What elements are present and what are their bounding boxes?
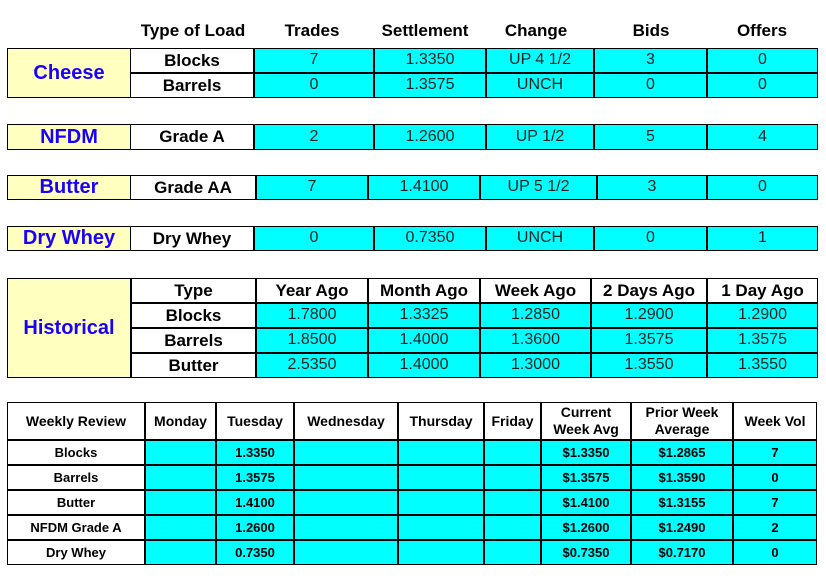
weekly-value-cell bbox=[398, 440, 484, 465]
historical-value-cell: 1.2900 bbox=[591, 303, 707, 328]
weekly-value-cell bbox=[294, 540, 398, 565]
header-trades: Trades bbox=[284, 21, 340, 41]
weekly-value-cell: 1.4100 bbox=[216, 490, 294, 515]
weekly-value-cell: $1.2490 bbox=[631, 515, 733, 540]
weekly-value-cell: $1.2865 bbox=[631, 440, 733, 465]
header-bids: Bids bbox=[632, 21, 670, 41]
whey-title: Dry Whey bbox=[7, 226, 131, 251]
cheese-bids-cell: 3 bbox=[594, 48, 707, 73]
weekly-header: Current Week Avg bbox=[541, 402, 631, 440]
historical-value-cell: 1.4000 bbox=[368, 328, 480, 353]
weekly-value-cell bbox=[294, 440, 398, 465]
cheese-offers-cell: 0 bbox=[707, 48, 818, 73]
weekly-value-cell: 7 bbox=[733, 490, 817, 515]
weekly-value-cell bbox=[145, 515, 216, 540]
weekly-value-cell: $1.3590 bbox=[631, 465, 733, 490]
historical-value-cell: 1.2850 bbox=[480, 303, 591, 328]
weekly-header: Wednesday bbox=[294, 402, 398, 440]
weekly-header: Friday bbox=[484, 402, 541, 440]
historical-header: Year Ago bbox=[256, 278, 368, 303]
weekly-value-cell: 7 bbox=[733, 440, 817, 465]
nfdm-title: NFDM bbox=[7, 124, 131, 150]
cheese-trades-cell: 0 bbox=[254, 73, 374, 98]
historical-row-label: Butter bbox=[131, 353, 256, 378]
whey-change-cell: UNCH bbox=[486, 226, 594, 251]
cheese-offers-cell: 0 bbox=[707, 73, 818, 98]
historical-value-cell: 1.7800 bbox=[256, 303, 368, 328]
weekly-value-cell: 0.7350 bbox=[216, 540, 294, 565]
weekly-value-cell: 1.2600 bbox=[216, 515, 294, 540]
butter-settlement-cell: 1.4100 bbox=[368, 175, 480, 200]
weekly-header: Prior Week Average bbox=[631, 402, 733, 440]
weekly-value-cell: 2 bbox=[733, 515, 817, 540]
nfdm-offers-cell: 4 bbox=[707, 124, 818, 150]
historical-value-cell: 1.3600 bbox=[480, 328, 591, 353]
weekly-value-cell bbox=[484, 465, 541, 490]
historical-value-cell: 1.3325 bbox=[368, 303, 480, 328]
whey-trades-cell: 0 bbox=[254, 226, 374, 251]
weekly-value-cell bbox=[484, 515, 541, 540]
cheese-change-cell: UP 4 1/2 bbox=[486, 48, 594, 73]
header-offers: Offers bbox=[736, 21, 788, 41]
header-type-of-load: Type of Load bbox=[140, 21, 246, 41]
weekly-value-cell bbox=[145, 540, 216, 565]
historical-value-cell: 1.3550 bbox=[707, 353, 818, 378]
cheese-type-cell: Barrels bbox=[130, 73, 254, 98]
historical-value-cell: 2.5350 bbox=[256, 353, 368, 378]
historical-row-label: Barrels bbox=[131, 328, 256, 353]
cheese-bids-cell: 0 bbox=[594, 73, 707, 98]
weekly-value-cell: $1.3350 bbox=[541, 440, 631, 465]
weekly-header: Thursday bbox=[398, 402, 484, 440]
weekly-value-cell bbox=[484, 540, 541, 565]
weekly-value-cell bbox=[294, 490, 398, 515]
weekly-value-cell: 0 bbox=[733, 540, 817, 565]
nfdm-type-cell: Grade A bbox=[130, 124, 254, 150]
weekly-header: Monday bbox=[145, 402, 216, 440]
weekly-value-cell: $1.3575 bbox=[541, 465, 631, 490]
weekly-row-label: Dry Whey bbox=[7, 540, 145, 565]
butter-change-cell: UP 5 1/2 bbox=[480, 175, 597, 200]
historical-header: Week Ago bbox=[480, 278, 591, 303]
weekly-value-cell: $1.3155 bbox=[631, 490, 733, 515]
weekly-value-cell bbox=[145, 490, 216, 515]
nfdm-trades-cell: 2 bbox=[254, 124, 374, 150]
weekly-value-cell bbox=[398, 515, 484, 540]
nfdm-bids-cell: 5 bbox=[594, 124, 707, 150]
weekly-value-cell: $1.4100 bbox=[541, 490, 631, 515]
weekly-row-label: Barrels bbox=[7, 465, 145, 490]
weekly-row-label: NFDM Grade A bbox=[7, 515, 145, 540]
weekly-row-label: Blocks bbox=[7, 440, 145, 465]
historical-value-cell: 1.8500 bbox=[256, 328, 368, 353]
weekly-value-cell bbox=[294, 465, 398, 490]
weekly-value-cell: $0.7350 bbox=[541, 540, 631, 565]
historical-header: 2 Days Ago bbox=[591, 278, 707, 303]
nfdm-settlement-cell: 1.2600 bbox=[374, 124, 486, 150]
weekly-header: Tuesday bbox=[216, 402, 294, 440]
historical-value-cell: 1.3550 bbox=[591, 353, 707, 378]
historical-value-cell: 1.4000 bbox=[368, 353, 480, 378]
weekly-value-cell: $1.2600 bbox=[541, 515, 631, 540]
historical-value-cell: 1.3000 bbox=[480, 353, 591, 378]
header-change: Change bbox=[504, 21, 568, 41]
historical-title: Historical bbox=[7, 278, 131, 378]
butter-type-cell: Grade AA bbox=[130, 175, 256, 200]
historical-value-cell: 1.3575 bbox=[591, 328, 707, 353]
weekly-value-cell bbox=[398, 465, 484, 490]
historical-value-cell: 1.3575 bbox=[707, 328, 818, 353]
butter-bids-cell: 3 bbox=[597, 175, 707, 200]
weekly-value-cell: 1.3350 bbox=[216, 440, 294, 465]
cheese-settlement-cell: 1.3575 bbox=[374, 73, 486, 98]
weekly-value-cell bbox=[484, 440, 541, 465]
weekly-value-cell: 1.3575 bbox=[216, 465, 294, 490]
butter-offers-cell: 0 bbox=[707, 175, 818, 200]
butter-title: Butter bbox=[7, 175, 131, 200]
cheese-title: Cheese bbox=[7, 48, 131, 98]
weekly-value-cell bbox=[484, 490, 541, 515]
historical-header: Month Ago bbox=[368, 278, 480, 303]
whey-bids-cell: 0 bbox=[594, 226, 707, 251]
weekly-header: Week Vol bbox=[733, 402, 817, 440]
historical-header: Type bbox=[131, 278, 256, 303]
whey-offers-cell: 1 bbox=[707, 226, 818, 251]
weekly-value-cell bbox=[398, 490, 484, 515]
cheese-change-cell: UNCH bbox=[486, 73, 594, 98]
header-settlement: Settlement bbox=[381, 21, 469, 41]
weekly-value-cell bbox=[145, 440, 216, 465]
weekly-value-cell: $0.7170 bbox=[631, 540, 733, 565]
historical-row-label: Blocks bbox=[131, 303, 256, 328]
weekly-value-cell bbox=[294, 515, 398, 540]
weekly-value-cell: 0 bbox=[733, 465, 817, 490]
historical-header: 1 Day Ago bbox=[707, 278, 818, 303]
weekly-value-cell bbox=[145, 465, 216, 490]
historical-value-cell: 1.2900 bbox=[707, 303, 818, 328]
cheese-settlement-cell: 1.3350 bbox=[374, 48, 486, 73]
weekly-header: Weekly Review bbox=[7, 402, 145, 440]
whey-type-cell: Dry Whey bbox=[130, 226, 254, 251]
whey-settlement-cell: 0.7350 bbox=[374, 226, 486, 251]
weekly-row-label: Butter bbox=[7, 490, 145, 515]
cheese-trades-cell: 7 bbox=[254, 48, 374, 73]
weekly-value-cell bbox=[398, 540, 484, 565]
butter-trades-cell: 7 bbox=[256, 175, 368, 200]
nfdm-change-cell: UP 1/2 bbox=[486, 124, 594, 150]
cheese-type-cell: Blocks bbox=[130, 48, 254, 73]
